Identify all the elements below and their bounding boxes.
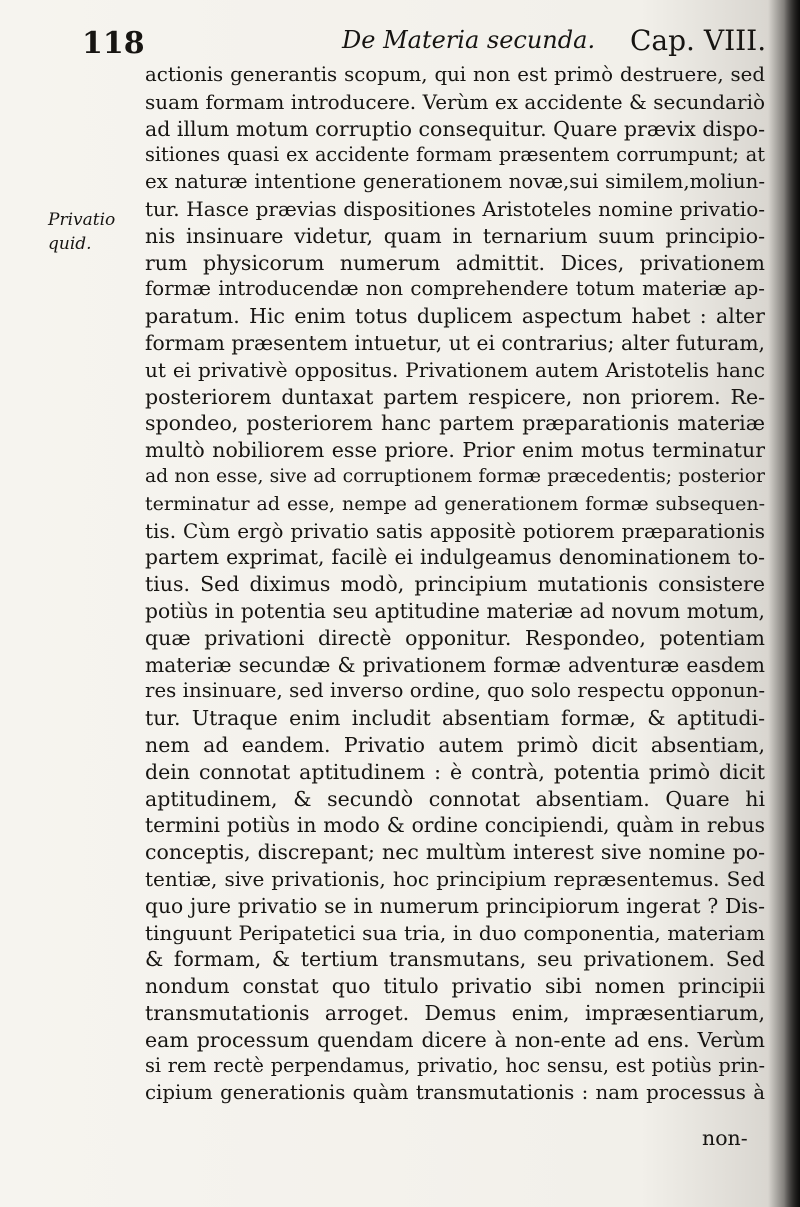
page-number: 118 <box>82 26 145 61</box>
text-line: tur. Hasce prævias dispositiones Aristoteles nomine privatio- <box>145 196 765 221</box>
text-line: nis insinuare videtur, quam in ternarium suum principio- <box>145 223 765 248</box>
text-line: dein connotat aptitudinem : è contrà, potentia primò dicit <box>145 759 765 784</box>
text-line: ut ei privativè oppositus. Privationem autem Aristotelis hanc <box>145 357 765 382</box>
margin-note-line: Privatio <box>48 210 116 230</box>
text-line: sitiones quasi ex accidente formam præsentem corrumpunt; at <box>145 143 765 167</box>
text-line: ex naturæ intentione generationem novæ,sui similem,moliun- <box>145 170 765 194</box>
text-line: ad illum motum corruptio consequitur. Quare prævix dispo- <box>145 116 765 141</box>
text-line: paratum. Hic enim totus duplicem aspectum habet : alter <box>145 304 765 329</box>
text-line: posteriorem duntaxat partem respicere, non priorem. Re- <box>145 384 765 409</box>
running-head <box>60 24 770 64</box>
text-line: potiùs in potentia seu aptitudine materiæ ad novum motum, <box>145 598 765 623</box>
text-line: quæ privationi directè opponitur. Respondeo, potentiam <box>145 625 765 650</box>
running-title: De Materia secunda. <box>342 26 596 54</box>
chapter-label: Cap. VIII. <box>630 24 767 57</box>
text-line: tinguunt Peripatetici sua tria, in duo componentia, materiam <box>145 920 765 945</box>
text-line: multò nobiliorem esse priore. Prior enim motus terminatur <box>145 438 765 463</box>
text-line: nem ad eandem. Privatio autem primò dicit absentiam, <box>145 732 765 757</box>
catchword: non- <box>702 1126 748 1150</box>
page-gutter-shadow <box>784 0 800 1207</box>
text-line: si rem rectè perpendamus, privatio, hoc sensu, est potiùs prin- <box>145 1054 765 1078</box>
text-line: transmutationis arroget. Demus enim, impræsentiarum, <box>145 1000 765 1025</box>
text-line: cipium generationis quàm transmutationis : nam processus à <box>145 1081 765 1105</box>
text-line: terminatur ad esse, nempe ad generationem formæ subsequen- <box>145 492 765 515</box>
text-line: & formam, & tertium transmutans, seu privationem. Sed <box>145 947 765 972</box>
text-line: actionis generantis scopum, qui non est primò destruere, sed <box>145 63 765 86</box>
margin-note-line: quid. <box>48 234 92 254</box>
text-line: nondum constat quo titulo privatio sibi nomen principii <box>145 974 765 999</box>
text-line: rum physicorum numerum admittit. Dices, privationem <box>145 250 765 275</box>
text-line: partem exprimat, facilè ei indulgeamus denominationem to- <box>145 545 765 570</box>
text-line: quo jure privatio se in numerum principiorum ingerat ? Dis- <box>145 893 765 918</box>
text-line: tur. Utraque enim includit absentiam formæ, & aptitudi- <box>145 706 765 731</box>
text-line: res insinuare, sed inverso ordine, quo solo respectu opponun- <box>145 679 765 703</box>
text-line: tius. Sed diximus modò, principium mutationis consistere <box>145 572 765 597</box>
text-line: materiæ secundæ & privationem formæ adventuræ easdem <box>145 652 765 677</box>
body-text <box>145 62 765 1107</box>
text-line: spondeo, posteriorem hanc partem præparationis materiæ <box>145 411 765 436</box>
text-line: tis. Cùm ergò privatio satis appositè potiorem præparationis <box>145 518 765 543</box>
text-line: formam præsentem intuetur, ut ei contrarius; alter futuram, <box>145 330 765 355</box>
text-line: termini potiùs in modo & ordine concipiendi, quàm in rebus <box>145 813 765 838</box>
text-line: eam processum quendam dicere à non-ente ad ens. Verùm <box>145 1027 765 1052</box>
text-line: ad non esse, sive ad corruptionem formæ præcedentis; posterior <box>145 465 765 487</box>
text-line: conceptis, discrepant; nec multùm interest sive nomine po- <box>145 840 765 865</box>
margin-note <box>48 208 115 256</box>
text-line: suam formam introducere. Verùm ex accidente & secundariò <box>145 89 765 114</box>
text-line: tentiæ, sive privationis, hoc principium repræsentemus. Sed <box>145 866 765 891</box>
text-line: formæ introducendæ non comprehendere totum materiæ ap- <box>145 277 765 301</box>
text-line: aptitudinem, & secundò connotat absentiam. Quare hi <box>145 786 765 811</box>
